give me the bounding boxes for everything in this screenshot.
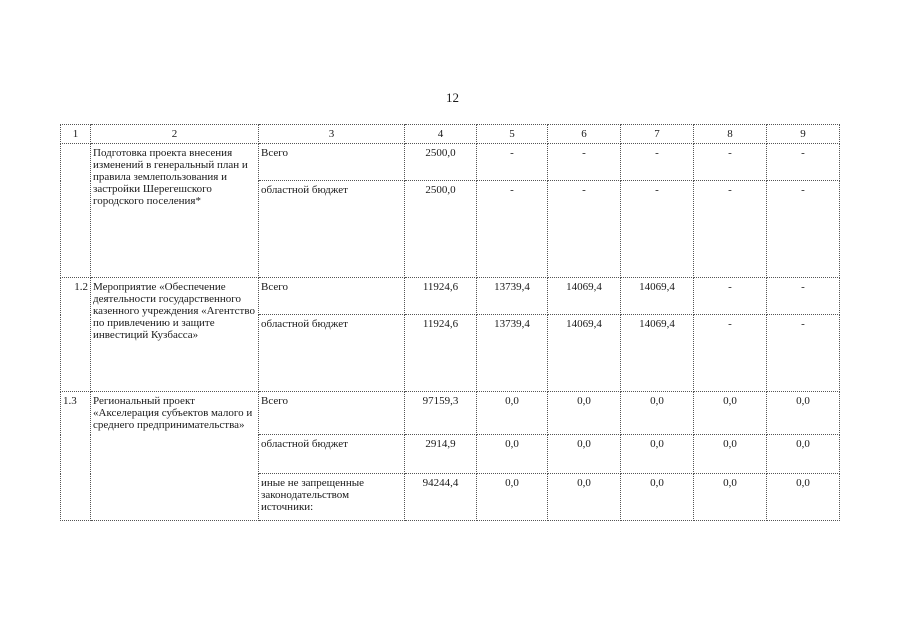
table-cell: 0,0 — [767, 392, 840, 435]
table-cell: 0,0 — [694, 435, 767, 474]
table-cell: 0,0 — [767, 435, 840, 474]
table-cell: - — [694, 144, 767, 181]
table-cell: 0,0 — [621, 435, 694, 474]
funding-source: Всего — [259, 144, 405, 181]
table-row — [61, 392, 840, 435]
table-cell: - — [767, 181, 840, 278]
table-row — [61, 278, 840, 315]
column-header: 8 — [694, 125, 767, 144]
table-cell: - — [767, 315, 840, 392]
header-row — [61, 125, 840, 144]
page-number: 12 — [446, 90, 459, 105]
funding-source: иные не запрещенные законодательством источники: — [259, 474, 405, 521]
table-cell: 0,0 — [548, 435, 621, 474]
table-cell: 14069,4 — [548, 315, 621, 392]
table-cell: 0,0 — [548, 392, 621, 435]
table-cell: 0,0 — [621, 392, 694, 435]
column-header: 7 — [621, 125, 694, 144]
funding-source: Всего — [259, 278, 405, 315]
budget-table — [60, 124, 840, 521]
column-header: 9 — [767, 125, 840, 144]
table-cell: 11924,6 — [405, 315, 477, 392]
table-cell: - — [477, 144, 548, 181]
table-row — [61, 144, 840, 181]
table-cell: 0,0 — [477, 435, 548, 474]
funding-source: областной бюджет — [259, 315, 405, 392]
table-cell: - — [477, 181, 548, 278]
table-cell: 14069,4 — [621, 315, 694, 392]
table-cell: 2914,9 — [405, 435, 477, 474]
table-cell: - — [548, 181, 621, 278]
table-cell: - — [694, 278, 767, 315]
table-cell: 0,0 — [694, 392, 767, 435]
table-cell: 0,0 — [621, 474, 694, 521]
table-cell: 97159,3 — [405, 392, 477, 435]
table-cell: 13739,4 — [477, 278, 548, 315]
table-cell: 0,0 — [548, 474, 621, 521]
column-header: 1 — [61, 125, 91, 144]
table-cell: - — [548, 144, 621, 181]
table-cell: - — [694, 315, 767, 392]
activity-description: Мероприятие «Обеспечение деятельности государственного казенного учреждения «Агентство по привлечению и защите инвестиций Кузбасса» — [91, 278, 259, 392]
table-cell: - — [767, 144, 840, 181]
table-cell: - — [621, 144, 694, 181]
row-index — [61, 144, 91, 278]
column-header: 2 — [91, 125, 259, 144]
funding-source: областной бюджет — [259, 181, 405, 278]
table-cell: 0,0 — [694, 474, 767, 521]
table-cell: - — [694, 181, 767, 278]
funding-source: областной бюджет — [259, 435, 405, 474]
table-cell: 94244,4 — [405, 474, 477, 521]
activity-description: Региональный проект «Акселерация субъектов малого и среднего предпринимательства» — [91, 392, 259, 521]
table-cell: 2500,0 — [405, 181, 477, 278]
table-cell: 14069,4 — [548, 278, 621, 315]
column-header: 4 — [405, 125, 477, 144]
table-cell: 2500,0 — [405, 144, 477, 181]
column-header: 6 — [548, 125, 621, 144]
row-index: 1.3 — [61, 392, 91, 521]
table-cell: 14069,4 — [621, 278, 694, 315]
funding-source: Всего — [259, 392, 405, 435]
table-cell: 0,0 — [477, 392, 548, 435]
row-index: 1.2 — [61, 278, 91, 392]
column-header: 5 — [477, 125, 548, 144]
table-cell: - — [621, 181, 694, 278]
table-cell: 0,0 — [767, 474, 840, 521]
table-cell: 11924,6 — [405, 278, 477, 315]
table-cell: 13739,4 — [477, 315, 548, 392]
activity-description: Подготовка проекта внесения изменений в генеральный план и правила землепользования и застройки Шерегешского городского поселения* — [91, 144, 259, 278]
table-cell: - — [767, 278, 840, 315]
column-header: 3 — [259, 125, 405, 144]
table-cell: 0,0 — [477, 474, 548, 521]
